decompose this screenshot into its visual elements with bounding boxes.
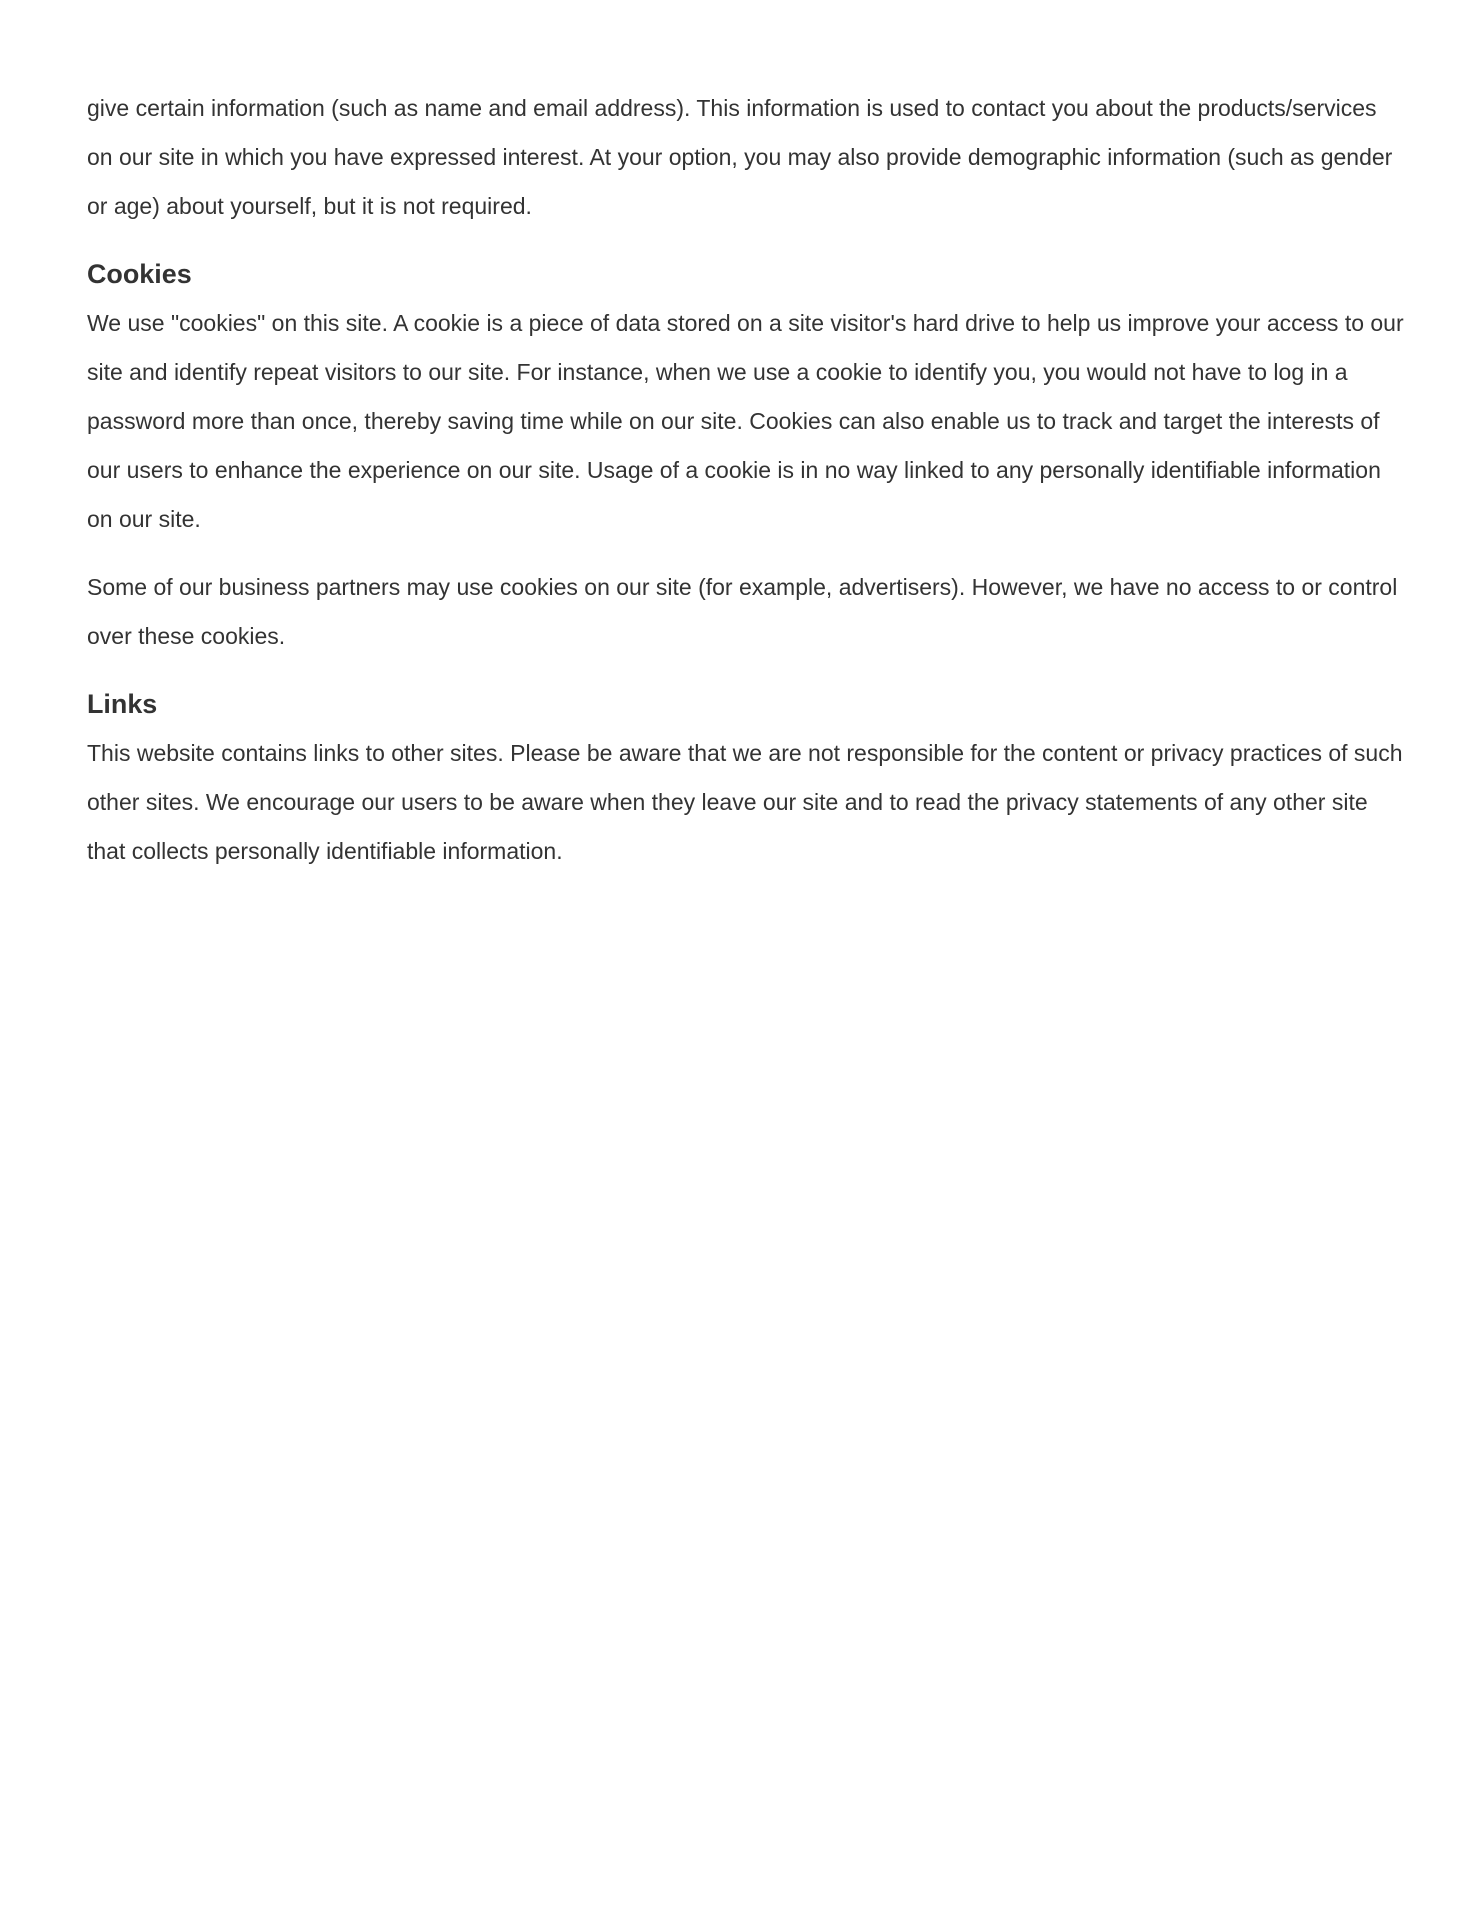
links-paragraph-1: This website contains links to other sites. Please be aware that we are not responsible for the content or privacy practices of such other sites. We encourage our users to be aware when they leave our site and to read the privacy statements of any other site that collects personally identifiable information.: [87, 740, 1403, 864]
cookies-heading: Cookies: [87, 259, 192, 289]
links-heading: Links: [87, 689, 158, 719]
document-page: [87, 84, 1407, 895]
cookies-paragraph-1: We use "cookies" on this site. A cookie is a piece of data stored on a site visitor's hard drive to help us improve your access to our site and identify repeat visitors to our site. For instance, when we use a cookie to identify you, you would not have to log in a password more than once, thereby saving time while on our site. Cookies can also enable us to track and target the interests of our users to enhance the experience on our site. Usage of a cookie is in no way linked to any personally identifiable information on our site.: [87, 310, 1404, 532]
intro-paragraph: give certain information (such as name and email address). This information is used to contact you about the products/services on our site in which you have expressed interest. At your option, you may also provide demographic information (such as gender or age) about yourself, but it is not required.: [87, 95, 1393, 219]
cookies-paragraph-2: Some of our business partners may use cookies on our site (for example, advertisers). However, we have no access to or control over these cookies.: [87, 574, 1398, 649]
